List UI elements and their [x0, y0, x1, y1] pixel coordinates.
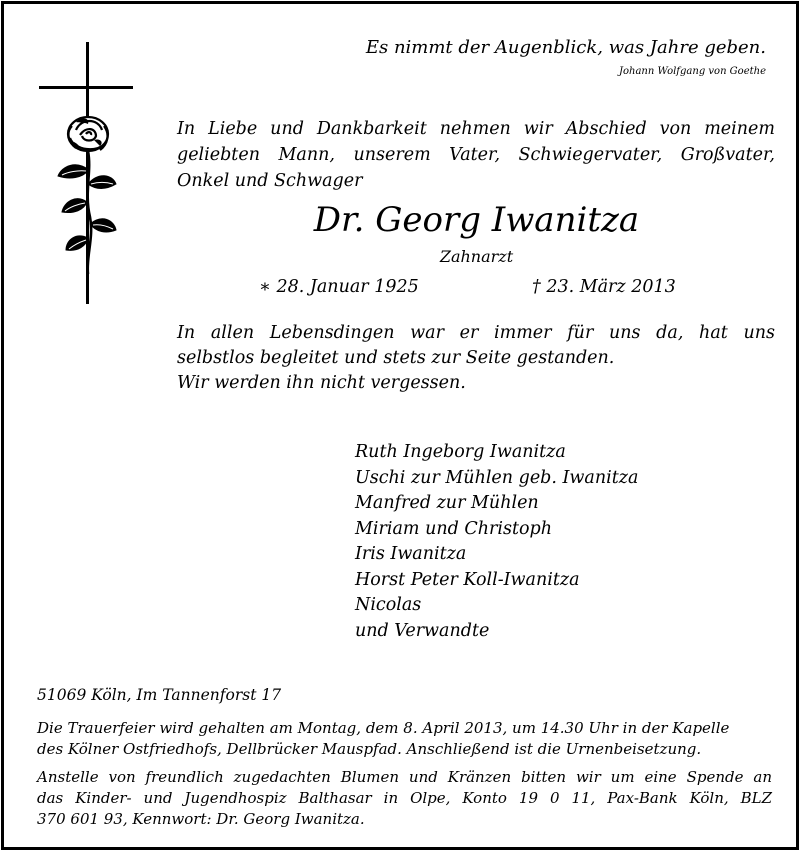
goethe-quote: Es nimmt der Augenblick, was Jahre geben.: [365, 37, 766, 58]
family-member: Nicolas: [355, 595, 422, 615]
family-member: Horst Peter Koll-Iwanitza: [355, 569, 580, 590]
donation-line: das Kinder- und Jugendhospiz Balthasar in Olpe, Konto 19 0 11, Pax-Bank Köln, BLZ: [37, 789, 772, 807]
tribute-line: In allen Lebensdingen war er immer für uns da, hat uns: [177, 323, 775, 343]
family-address: 51069 Köln, Im Tannenforst 17: [37, 686, 282, 704]
deceased-profession: Zahnarzt: [439, 247, 514, 266]
funeral-line: des Kölner Ostfriedhofs, Dellbrücker Mauspfad. Anschließend ist die Urnenbeisetzung.: [37, 740, 702, 758]
family-member: Uschi zur Mühlen geb. Iwanitza: [355, 467, 639, 488]
family-member: Miriam und Christoph: [355, 518, 553, 539]
family-member: und Verwandte: [355, 620, 490, 641]
intro-line: geliebten Mann, unserem Vater, Schwiegervater, Großvater,: [177, 145, 775, 165]
tribute-text: [177, 321, 775, 396]
intro-line: Onkel und Schwager: [177, 171, 363, 191]
donation-line: Anstelle von freundlich zugedachten Blumen und Kränzen bitten wir um eine Spende an: [37, 768, 772, 786]
donation-request: [37, 767, 772, 830]
intro-line: In Liebe und Dankbarkeit nehmen wir Abschied von meinem: [177, 119, 775, 139]
family-member: Manfred zur Mühlen: [355, 493, 539, 513]
family-signatures: [355, 440, 638, 644]
deceased-name: Dr. Georg Iwanitza: [313, 200, 640, 240]
family-member: Ruth Ingeborg Iwanitza: [355, 442, 566, 462]
funeral-details: [37, 718, 772, 760]
birth-date: ∗ 28. Januar 1925: [259, 277, 419, 297]
family-member: Iris Iwanitza: [355, 544, 467, 564]
donation-line: 370 601 93, Kennwort: Dr. Georg Iwanitza.: [37, 810, 365, 828]
farewell-intro: [177, 116, 775, 194]
tribute-line: selbstlos begleitet und stets zur Seite gestanden.: [177, 348, 615, 368]
tribute-line: Wir werden ihn nicht vergessen.: [177, 373, 466, 393]
obituary-notice: [1, 1, 799, 850]
quote-author: Johann Wolfgang von Goethe: [619, 66, 766, 77]
death-date: † 23. März 2013: [532, 277, 676, 297]
funeral-line: Die Trauerfeier wird gehalten am Montag, dem 8. April 2013, um 14.30 Uhr in der Kapelle: [37, 719, 730, 737]
